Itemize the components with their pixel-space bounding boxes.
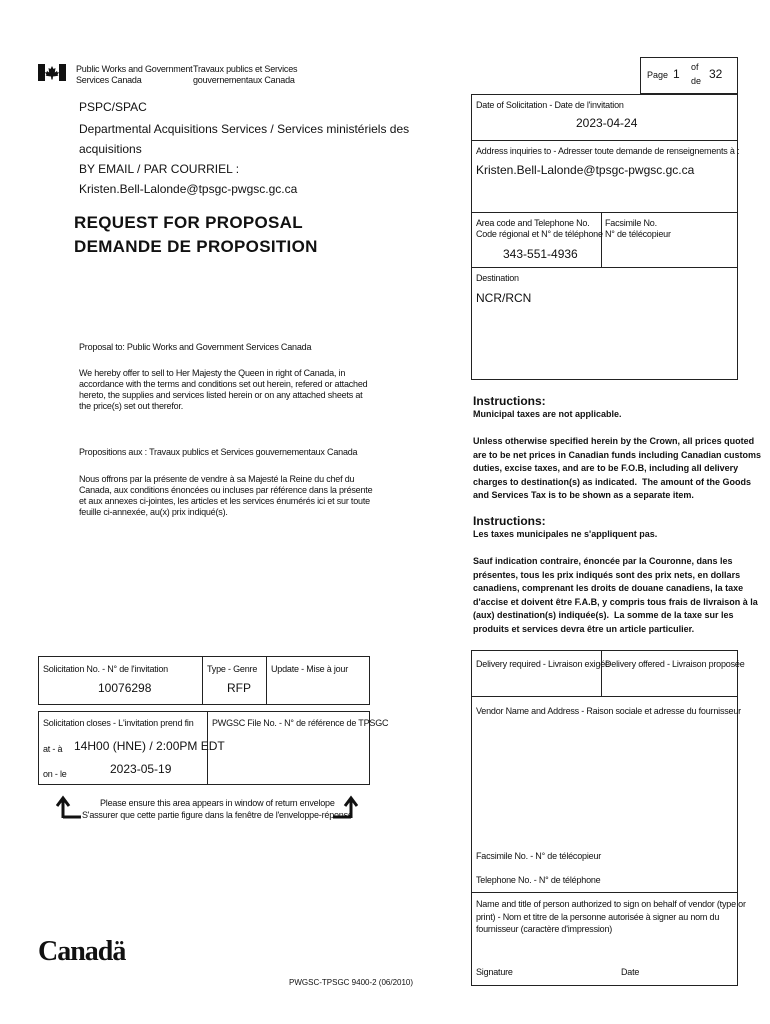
type-value: RFP — [227, 681, 251, 695]
instructions-tax-fr: Les taxes municipales ne s'appliquent pas. — [473, 529, 658, 539]
instructions-body-en: Unless otherwise specified herein by the Crown, all prices quoted are to be net prices in Canadian funds including Canadian customs duties, excise taxes, and are to be F.O.B, including all delivery charges to destination(s) as indicated. The amount of the Goods and Services Tax is to be shown as a separate item. — [473, 436, 762, 501]
telephone-value: 343-551-4936 — [503, 247, 578, 261]
page-number: 1 — [673, 67, 680, 81]
vendor-name-address-label: Vendor Name and Address - Raison sociale et adresse du fournisseur — [476, 706, 741, 716]
instructions-heading-en: Instructions: — [473, 394, 546, 408]
instructions-tax-en: Municipal taxes are not applicable. — [473, 409, 622, 419]
address-inquiries-label: Address inquiries to - Adresser toute demande de renseignements à : — [476, 146, 740, 156]
delivery-offered-label: Delivery offered - Livraison proposée — [605, 659, 745, 669]
delivery-required-label: Delivery required - Livraison exigée — [476, 659, 610, 669]
of-label: of — [691, 62, 699, 72]
envelope-note-fr: S'assurer que cette partie figure dans la fenêtre de l'enveloppe-réponse — [82, 810, 353, 820]
page-number-box — [640, 57, 738, 94]
on-label: on - le — [43, 769, 67, 779]
date-label: Date — [621, 967, 640, 977]
update-label: Update - Mise à jour — [271, 664, 349, 674]
title-fr: DEMANDE DE PROPOSITION — [74, 237, 318, 256]
department-name-fr: Travaux publics et Services gouvernementaux Canada — [193, 64, 298, 85]
address-inquiries-value: Kristen.Bell-Lalonde@tpsgc-pwgsc.gc.ca — [476, 163, 695, 177]
org-line-2: Departmental Acquisitions Services / Services ministériels des — [79, 122, 410, 136]
file-number-label: PWGSC File No. - N° de référence de TPSGC — [212, 718, 389, 728]
arrow-up-left-icon — [56, 794, 82, 825]
envelope-note-en: Please ensure this area appears in window of return envelope — [100, 798, 335, 808]
fax-label: Facsimile No. N° de télécopieur — [605, 218, 671, 239]
department-name-en: Public Works and Government Services Canada — [76, 64, 193, 85]
org-line-3: acquisitions — [79, 142, 142, 156]
org-line-1: PSPC/SPAC — [79, 100, 147, 114]
solicitation-number-label: Solicitation No. - N° de l'invitation — [43, 664, 168, 674]
solicitation-date-value: 2023-04-24 — [576, 116, 638, 130]
vendor-fax-label: Facsimile No. - N° de télécopieur — [476, 851, 602, 861]
canada-wordmark: Canadä — [38, 936, 126, 967]
canada-flag-icon — [38, 64, 66, 81]
page-total: 32 — [709, 67, 723, 81]
solicitation-number-value: 10076298 — [98, 681, 152, 695]
authorized-person-label: Name and title of person authorized to sign on behalf of vendor (type or print) - Nom et titre de la personne autorisée à signer au nom du fournisseur (caractère d'impression) — [476, 899, 746, 934]
org-line-4: BY EMAIL / PAR COURRIEL : — [79, 162, 240, 176]
page-label: Page — [647, 70, 669, 80]
contact-email: Kristen.Bell-Lalonde@tpsgc-pwgsc.gc.ca — [79, 182, 298, 196]
instructions-body-fr: Sauf indication contraire, énoncée par la Couronne, dans les présentes, tous les prix indiqués sont des prix nets, en dollars canadiens, comprenant les droits de douane canadiens, la taxe d'accise et doivent être F.A.B, y compris tous frais de livraison à la (aux) destination(s) indiquée(s). La somme de la taxe sur les produits et services devra être un article particulier. — [473, 556, 758, 634]
closing-date-value: 2023-05-19 — [110, 762, 172, 776]
vendor-info-box — [471, 650, 738, 986]
instructions-heading-fr: Instructions: — [473, 514, 546, 528]
signature-label: Signature — [476, 967, 513, 977]
proposal-to-fr: Propositions aux : Travaux publics et Services gouvernementaux Canada — [79, 447, 358, 457]
type-label: Type - Genre — [207, 664, 258, 674]
de-label: de — [691, 76, 702, 86]
closes-label: Solicitation closes - L'invitation prend fin — [43, 718, 194, 728]
form-identifier: PWGSC-TPSGC 9400-2 (06/2010) — [289, 978, 414, 987]
proposal-body-fr: Nous offrons par la présente de vendre à sa Majesté la Reine du chef du Canada, aux conditions énoncées ou incluses par référence dans la présente et aux annexes ci-jointes, les articles et les services énumérés ici et sur toute feuille ci-annexée, au(x) prix indiqué(s). — [79, 474, 373, 517]
proposal-to-en: Proposal to: Public Works and Government Services Canada — [79, 342, 312, 352]
solicitation-date-label: Date of Solicitation - Date de l'invitation — [476, 100, 624, 110]
closing-time-value: 14H00 (HNE) / 2:00PM EDT — [74, 739, 225, 753]
proposal-body-en: We hereby offer to sell to Her Majesty the Queen in right of Canada, in accordance with the terms and conditions set out herein, refered or attached hereto, the supplies and services listed herein or on any attached sheets at the price(s) set out therefor. — [79, 368, 368, 411]
destination-value: NCR/RCN — [476, 291, 532, 305]
at-label: at - à — [43, 744, 63, 754]
title-en: REQUEST FOR PROPOSAL — [74, 213, 303, 232]
vendor-telephone-label: Telephone No. - N° de téléphone — [476, 875, 601, 885]
destination-label: Destination — [476, 273, 519, 283]
telephone-label: Area code and Telephone No. Code régional et N° de téléphone — [476, 218, 603, 239]
